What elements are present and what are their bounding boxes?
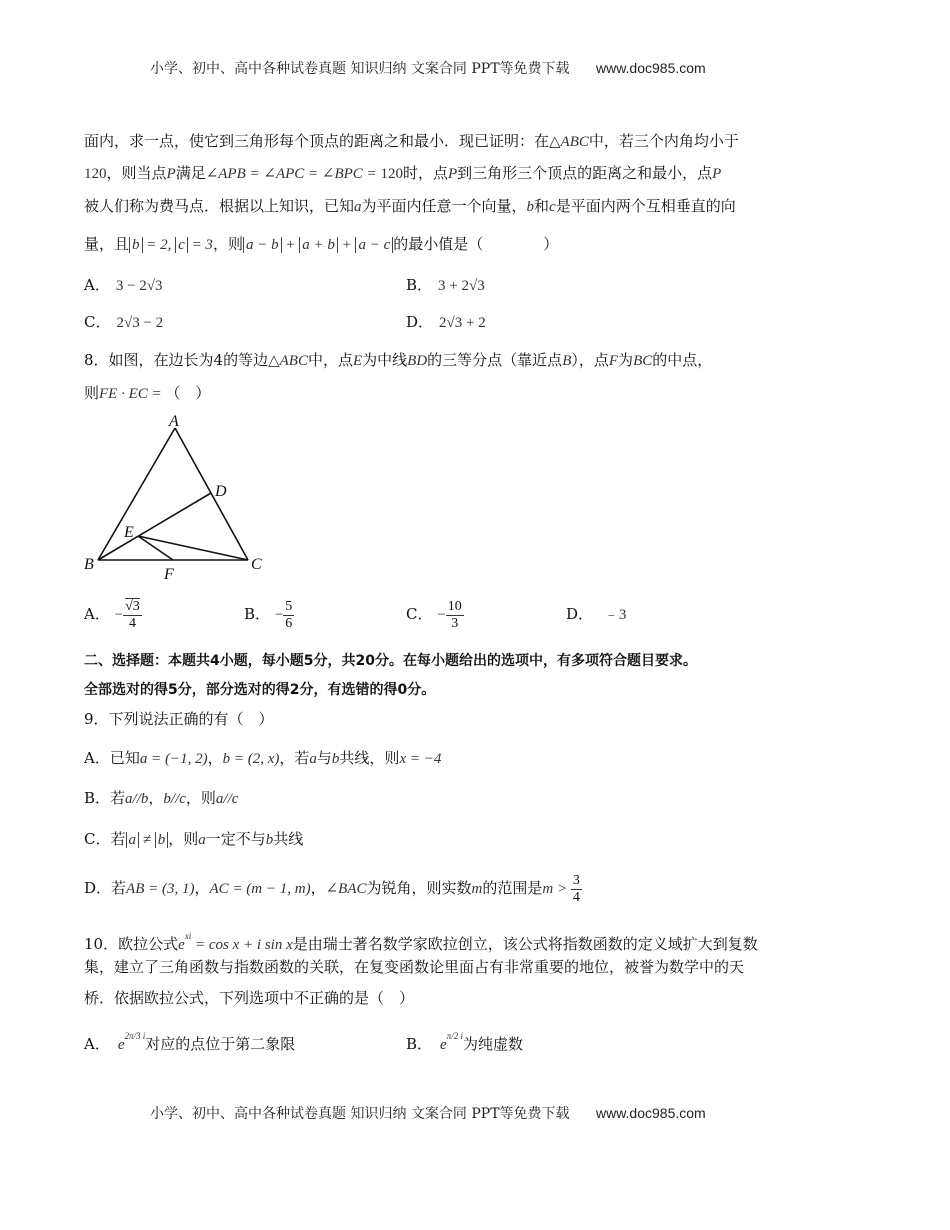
label-c: C [251, 556, 262, 573]
footer-url: www.doc985.com [595, 1105, 706, 1121]
section-2-heading-1: 二、选择题：本题共4小题，每小题5分，共20分。在每小题给出的选项中，有多项符合题目要求。 [84, 653, 697, 669]
q8-option-c: C． − $\frac{10}{3}$ [406, 598, 462, 631]
q8-option-a: A． − $\frac{√3}{4}$ [84, 598, 140, 631]
label-b: B [84, 556, 94, 573]
q8-line-1: 8．如图，在边长为4的等边△ABC中，点E为中线BD的三等分点（靠近点B），点F为BC的中点， [84, 351, 713, 369]
q8-option-b: B． − $\frac{5}{6}$ [244, 598, 293, 631]
page-header [150, 58, 706, 78]
footer-text: 小学、初中、高中各种试卷真题 知识归纳 文案合同 PPT等免费下载 [150, 1106, 570, 1122]
q7-line-1: 面内，求一点，使它到三角形每个顶点的距离之和最小．现已证明：在△ABC中，若三个内角均小于 [84, 132, 739, 150]
median-bd [98, 493, 211, 560]
header-url: www.doc985.com [595, 60, 706, 76]
q7-line-4: 量，且 b = 2, c = 3，则 a − b + a + b + a − c 的最小值是（ ） [84, 235, 559, 253]
fraction-three-quarters: $\frac{3}{4}$ [572, 872, 580, 905]
triangle-figure [80, 412, 280, 584]
label-f: F [164, 566, 174, 583]
q9-option-c: C．若 a ≠ b ，则a一定不与b共线 [84, 830, 304, 848]
q9-option-b: B．若a//b，b//c，则a//c [84, 789, 239, 807]
q7-line-2: 120，则当点P满足∠APB = ∠APC = ∠BPC = 120时，点P到三角形三个顶点的距离之和最小，点P [84, 164, 722, 182]
q10-option-b: B． $e^{\pi/2 i}$为纯虚数 [406, 1031, 523, 1053]
q9-option-a: A．已知a = (−1, 2)，b = (2, x)，若a与b共线，则x = −4 [84, 749, 442, 767]
q8-option-d: D． ﹣3 [566, 605, 627, 623]
section-2-heading-2: 全部选对的得5分，部分选对的得2分，有选错的得0分。 [84, 682, 436, 698]
q7-option-a: A． 3 − 2√3 [84, 276, 163, 294]
q9-stem: 9．下列说法正确的有（ ） [84, 710, 274, 728]
fraction-b: $\frac{5}{6}$ [285, 598, 293, 631]
label-d: D [215, 483, 227, 500]
header-text: 小学、初中、高中各种试卷真题 知识归纳 文案合同 PPT等免费下载 [150, 61, 570, 77]
fraction-c: $\frac{10}{3}$ [447, 598, 462, 631]
q10-line-1: 10．欧拉公式$e^{xi} = \cos x + i$ sin x是由瑞士著名数学家欧拉创立，该公式将指数函数的定义域扩大到复数 [84, 931, 758, 953]
triangle-abc: △ABC [549, 134, 589, 150]
q7-option-d: D． 2√3 + 2 [406, 313, 486, 331]
label-a: A [169, 413, 179, 430]
q10-line-3: 桥．依据欧拉公式，下列选项中不正确的是（ ） [84, 989, 415, 1007]
page-footer [150, 1103, 706, 1123]
label-e: E [124, 524, 134, 541]
q10-line-2: 集，建立了三角函数与指数函数的关联，在复变函数论里面占有非常重要的地位，被誉为数学中的天 [84, 958, 745, 976]
fraction-a: $\frac{√3}{4}$ [125, 598, 140, 631]
side-ac [175, 428, 248, 560]
side-ab [98, 428, 175, 560]
q7-option-b: B． 3 + 2√3 [406, 276, 485, 294]
q9-option-d: D．若AB = (3, 1)，AC = (m − 1, m)，∠BAC为锐角，则实数m的范围是m > $\frac{3}{4}$ [84, 872, 580, 905]
q7-option-c: C． 2√3 − 2 [84, 313, 164, 331]
q8-line-2: 则FE · EC = （ ） [84, 384, 211, 402]
q10-option-a: A． $e^{2\pi/3 i}$对应的点位于第二象限 [84, 1031, 296, 1053]
q7-line-3: 被人们称为费马点．根据以上知识，已知a为平面内任意一个向量，b和c是平面内两个互相垂直的向 [84, 197, 736, 215]
